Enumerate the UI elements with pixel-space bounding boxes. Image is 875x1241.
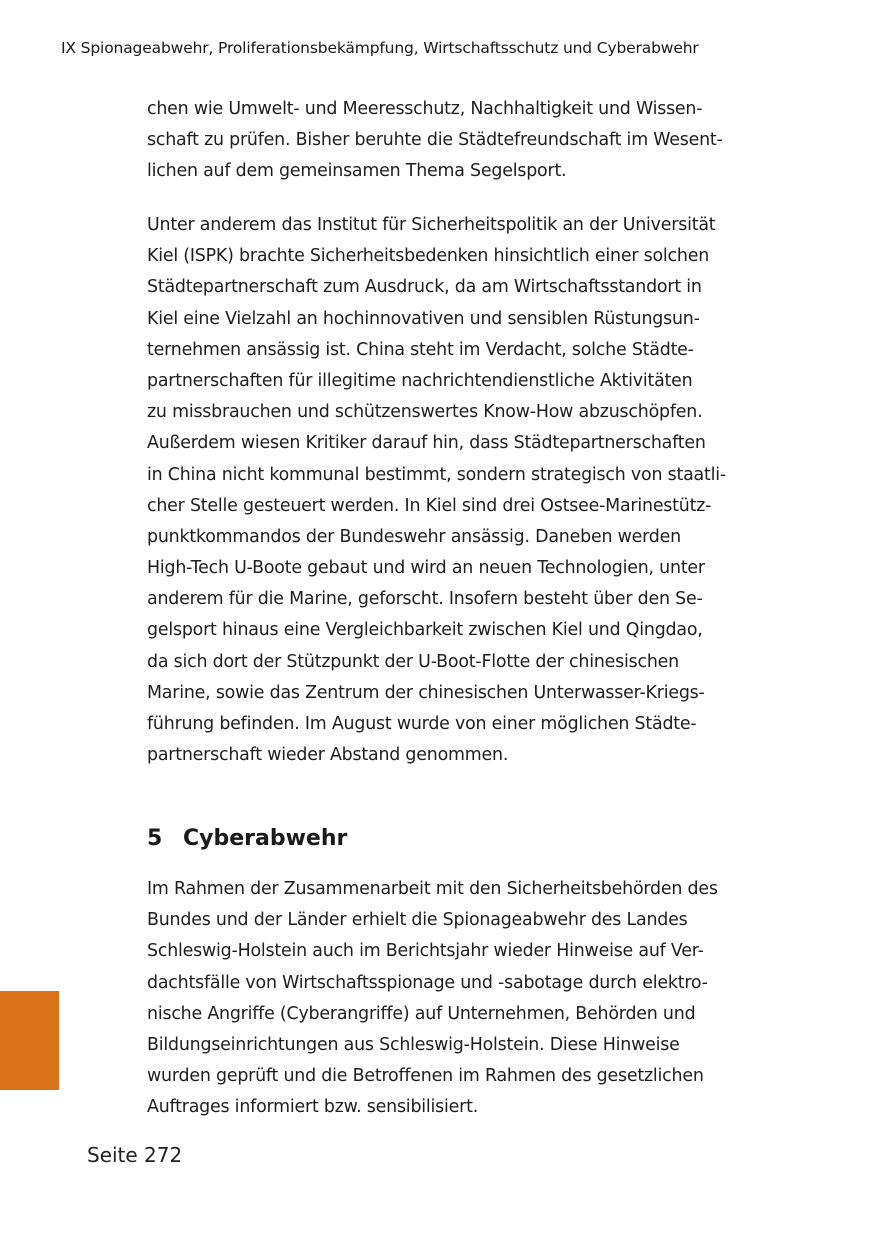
paragraph-line: zu missbrauchen und schützenswertes Know-How abzuschöpfen. xyxy=(147,402,703,423)
paragraph-line: nische Angriffe (Cyberangriffe) auf Unternehmen, Behörden und xyxy=(147,1003,696,1024)
paragraph-line: partnerschaften für illegitime nachrichtendienstliche Aktivitäten xyxy=(147,370,693,391)
page-number: Seite 272 xyxy=(87,1143,183,1167)
paragraph-line: in China nicht kommunal bestimmt, sondern strategisch von staatli- xyxy=(147,464,726,485)
paragraph-line: schaft zu prüfen. Bisher beruhte die Städtefreundschaft im Wesent- xyxy=(147,130,723,151)
section-heading xyxy=(147,823,347,855)
paragraph-line: Kiel eine Vielzahl an hochinnovativen und sensiblen Rüstungsun- xyxy=(147,308,700,329)
paragraph-line: Auftrages informiert bzw. sensibilisiert. xyxy=(147,1097,479,1118)
paragraph-ispk xyxy=(147,210,792,771)
paragraph-line: Bundes und der Länder erhielt die Spionageabwehr des Landes xyxy=(147,910,688,931)
paragraph-cyberabwehr xyxy=(147,874,792,1124)
paragraph-line: High-Tech U-Boote gebaut und wird an neuen Technologien, unter xyxy=(147,558,705,579)
paragraph-line: Marine, sowie das Zentrum der chinesischen Unterwasser-Kriegs- xyxy=(147,682,705,703)
paragraph-line: Außerdem wiesen Kritiker darauf hin, dass Städtepartnerschaften xyxy=(147,433,706,454)
section-number: 5 xyxy=(147,826,163,851)
paragraph-line: chen wie Umwelt- und Meeresschutz, Nachhaltigkeit und Wissen- xyxy=(147,99,703,119)
paragraph-line: führung befinden. Im August wurde von einer möglichen Städte- xyxy=(147,714,697,734)
paragraph-line: wurden geprüft und die Betroffenen im Rahmen des gesetzlichen xyxy=(147,1066,704,1087)
paragraph-intro xyxy=(147,94,792,188)
paragraph-line: Unter anderem das Institut für Sicherheitspolitik an der Universität xyxy=(147,215,716,235)
paragraph-line: Bildungseinrichtungen aus Schleswig-Holstein. Diese Hinweise xyxy=(147,1034,680,1055)
paragraph-line: Städtepartnerschaft zum Ausdruck, da am Wirtschaftsstandort in xyxy=(147,277,702,298)
paragraph-line: anderem für die Marine, geforscht. Insofern besteht über den Se- xyxy=(147,589,703,610)
paragraph-line: ternehmen ansässig ist. China steht im Verdacht, solche Städte- xyxy=(147,339,694,360)
paragraph-line: Kiel (ISPK) brachte Sicherheitsbedenken hinsichtlich einer solchen xyxy=(147,246,710,267)
paragraph-line: Im Rahmen der Zusammenarbeit mit den Sicherheitsbehörden des xyxy=(147,879,718,899)
paragraph-line: lichen auf dem gemeinsamen Thema Segelsport. xyxy=(147,161,567,182)
paragraph-line: da sich dort der Stützpunkt der U-Boot-Flotte der chinesischen xyxy=(147,651,679,672)
paragraph-line: cher Stelle gesteuert werden. In Kiel sind drei Ostsee-Marinestütz- xyxy=(147,495,712,516)
paragraph-line: partnerschaft wieder Abstand genommen. xyxy=(147,745,509,766)
paragraph-line: gelsport hinaus eine Vergleichbarkeit zwischen Kiel und Qingdao, xyxy=(147,620,703,641)
running-header: IX Spionageabwehr, Proliferationsbekämpfung, Wirtschaftsschutz und Cyberabwehr xyxy=(61,39,699,57)
paragraph-line: Schleswig-Holstein auch im Berichtsjahr wieder Hinweise auf Ver- xyxy=(147,941,704,962)
section-title: Cyberabwehr xyxy=(183,826,348,851)
chapter-thumb-tab xyxy=(0,991,59,1090)
paragraph-line: dachtsfälle von Wirtschaftsspionage und -sabotage durch elektro- xyxy=(147,972,708,993)
paragraph-line: punktkommandos der Bundeswehr ansässig. Daneben werden xyxy=(147,526,681,547)
